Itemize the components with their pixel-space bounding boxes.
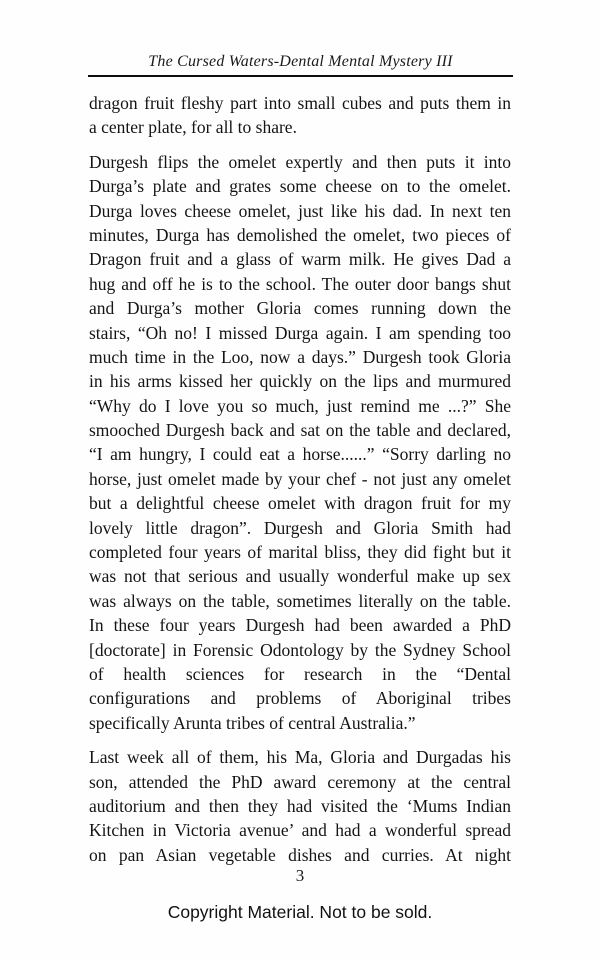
text-line: “Why do I love you so much, just remind me ...?” She [89,395,511,416]
text-line: was not that serious and usually wonderful make up sex [89,566,511,587]
text-line: Kitchen in Victoria avenue’ and had a wonderful spread [89,820,511,841]
text-line: Dragon fruit and a glass of warm milk. He gives Dad a [89,249,511,270]
paragraph [89,745,511,867]
paragraph [89,150,511,735]
text-line: smooched Durgesh back and sat on the table and declared, [89,420,511,441]
text-line: Durga loves cheese omelet, just like his dad. In next ten [89,200,511,221]
text-line: Durga’s plate and grates some cheese on to the omelet. [89,176,511,197]
text-line: was always on the table, sometimes literally on the table. [89,590,511,611]
text-line: stairs, “Oh no! I missed Durga again. I am spending too [89,322,511,343]
text-line: Durgesh flips the omelet expertly and then puts it into [89,151,511,172]
header-rule [88,75,513,77]
running-header-title: The Cursed Waters-Dental Mental Mystery III [148,53,453,70]
body-text [89,91,511,867]
text-line: but a delightful cheese omelet with dragon fruit for my [89,493,511,514]
text-line: lovely little dragon”. Durgesh and Gloria Smith had [89,517,511,538]
text-line: and Durga’s mother Gloria comes running down the [89,298,511,319]
text-line: minutes, Durga has demolished the omelet, two pieces of [89,224,511,245]
text-line: on pan Asian vegetable dishes and curries. At night [89,844,511,865]
paragraph [89,91,511,140]
text-line: “I am hungry, I could eat a horse......” “Sorry darling no [89,444,511,465]
copyright-notice: Copyright Material. Not to be sold. [167,902,433,922]
text-line: Last week all of them, his Ma, Gloria and Durgadas his [89,747,511,768]
text-line: completed four years of marital bliss, they did fight but it [89,542,511,563]
text-line: of health sciences for research in the “Dental [89,663,511,684]
text-line: In these four years Durgesh had been awarded a PhD [89,615,511,636]
text-line: [doctorate] in Forensic Odontology by the Sydney School [89,639,511,660]
text-line: auditorium and then they had visited the ‘Mums Indian [89,795,511,816]
text-line: horse, just omelet made by your chef - not just any omelet [89,468,511,489]
text-line: much time in the Loo, now a days.” Durgesh took Gloria [89,346,511,367]
text-line: specifically Arunta tribes of central Australia.” [89,712,416,733]
text-line: hug and off he is to the school. The outer door bangs shut [89,273,511,294]
text-line: dragon fruit fleshy part into small cubes and puts them in [89,93,511,113]
text-line: son, attended the PhD award ceremony at the central [89,771,511,792]
text-line: configurations and problems of Aboriginal tribes [89,688,511,709]
text-line: in his arms kissed her quickly on the lips and murmured [89,371,511,392]
page-number: 3 [295,866,305,885]
text-line: a center plate, for all to share. [89,117,297,138]
